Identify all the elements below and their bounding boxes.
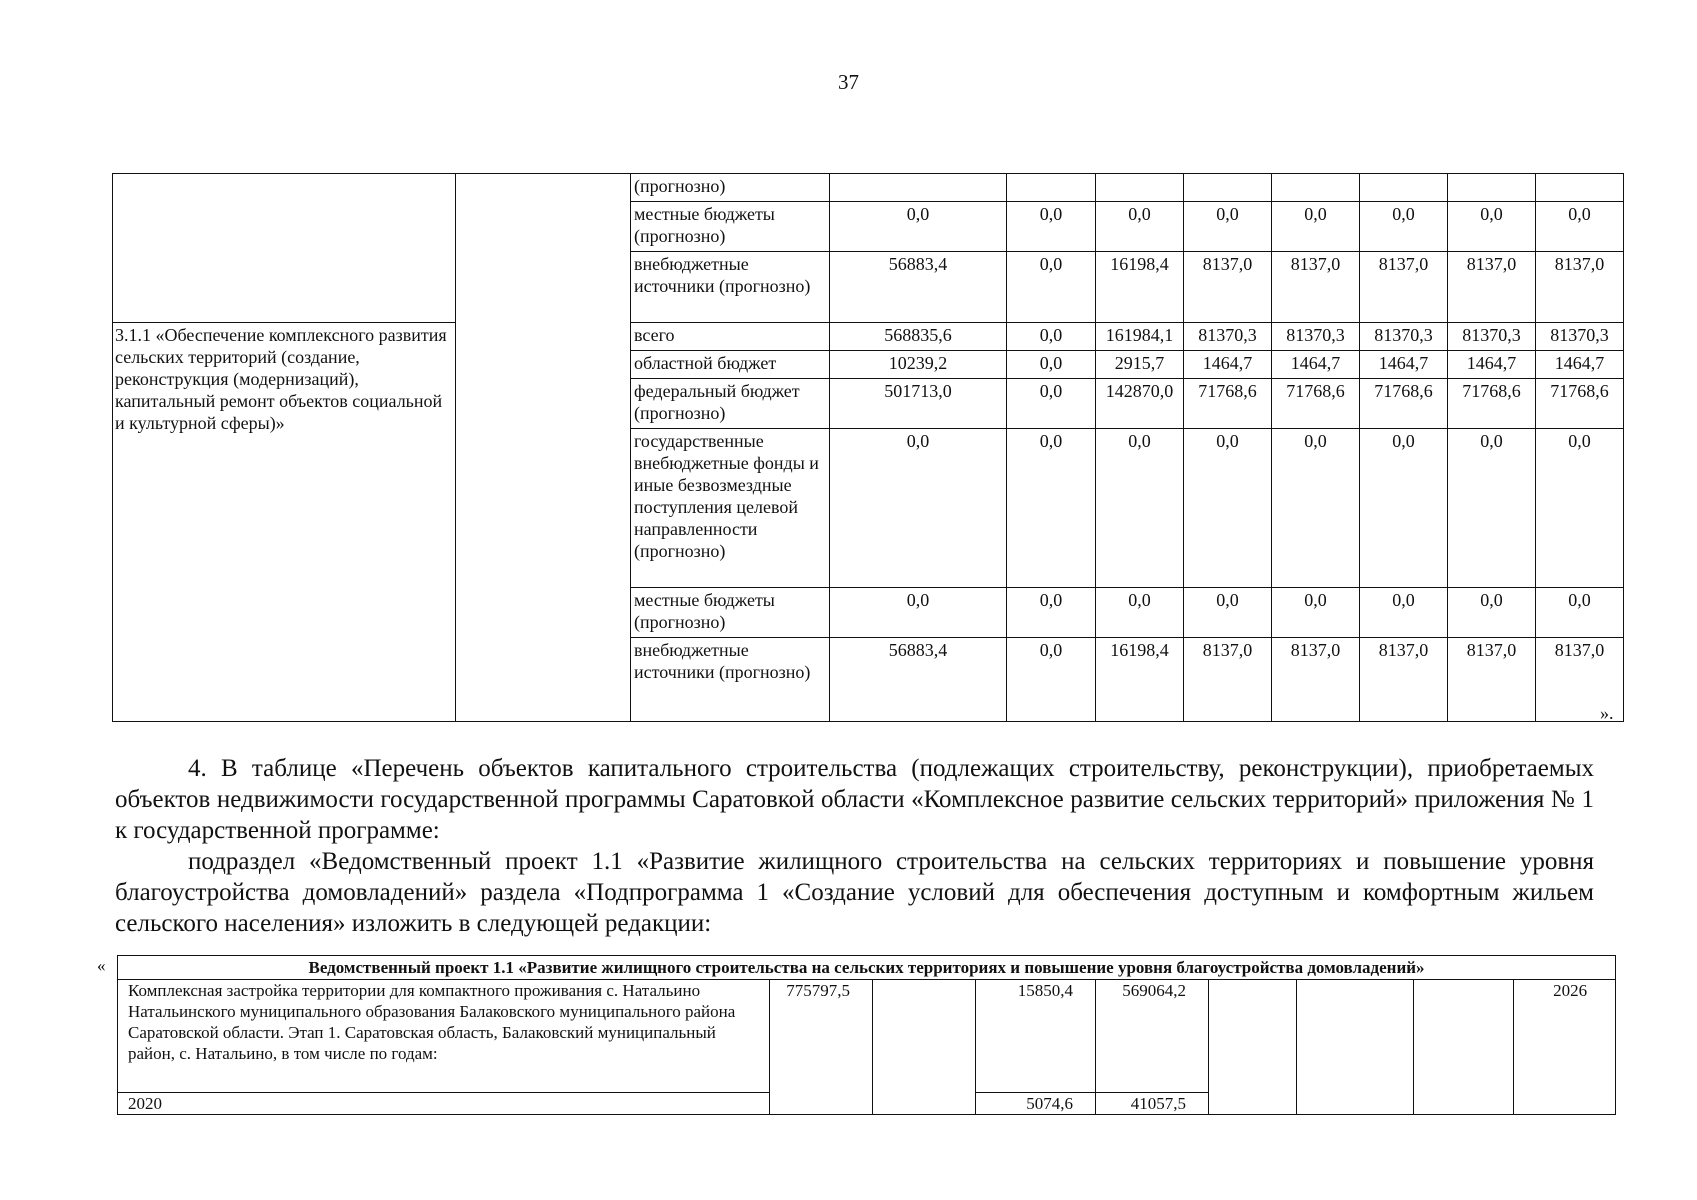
- source-label: государственные внебюджетные фонды и иные безвозмездные поступления целевой направленности (прогнозно): [631, 429, 830, 588]
- value-cell: 0,0: [1360, 588, 1448, 638]
- value-cell: 0,0: [1272, 202, 1360, 252]
- table-row: [118, 980, 1616, 1093]
- value-cell: 71768,6: [1448, 379, 1536, 429]
- value-cell: 0,0: [1007, 202, 1096, 252]
- value-cell: 0,0: [1096, 202, 1184, 252]
- value-cell: 0,0: [1448, 429, 1536, 588]
- value-cell: 0,0: [1007, 588, 1096, 638]
- source-label: внебюджетные источники (прогнозно): [631, 638, 830, 722]
- value-cell: 1464,7: [1448, 351, 1536, 379]
- value-cell: 0,0: [1448, 588, 1536, 638]
- value-cell: 71768,6: [1184, 379, 1272, 429]
- object-name: Комплексная застройка территории для компактного проживания с. Натальино Натальинского муниципального образования Балаковского муниципального района Саратовской области. Этап 1. Саратовская область, Балаковский муниципальный район, с. Натальино, в том числе по годам:: [118, 980, 770, 1093]
- value-cell: 8137,0: [1272, 638, 1360, 722]
- value-cell: 0,0: [830, 202, 1007, 252]
- value-cell: 56883,4: [830, 638, 1007, 722]
- value-cell: 0,0: [1007, 323, 1096, 351]
- value-cell: 0,0: [1184, 429, 1272, 588]
- object-cell: 15850,4: [976, 980, 1096, 1093]
- value-cell: 71768,6: [1536, 379, 1624, 429]
- value-cell: 81370,3: [1536, 323, 1624, 351]
- value-cell: 1464,7: [1360, 351, 1448, 379]
- year-cell: 41057,5: [1096, 1093, 1209, 1115]
- value-cell: 0,0: [1007, 379, 1096, 429]
- value-cell: 8137,0: [1360, 252, 1448, 323]
- executor-cell-empty: [456, 174, 631, 722]
- value-cell: 71768,6: [1272, 379, 1360, 429]
- source-label: (прогнозно): [631, 174, 830, 202]
- value-cell: 81370,3: [1272, 323, 1360, 351]
- value-cell: 0,0: [1360, 429, 1448, 588]
- value-cell: [1184, 174, 1272, 202]
- object-cell: [1209, 980, 1297, 1115]
- year-cell: 5074,6: [976, 1093, 1096, 1115]
- source-label: местные бюджеты (прогнозно): [631, 588, 830, 638]
- value-cell: 0,0: [1007, 351, 1096, 379]
- value-cell: 16198,4: [1096, 638, 1184, 722]
- object-cell: [1297, 980, 1414, 1115]
- paragraph-subsection: подраздел «Ведомственный проект 1.1 «Развитие жилищного строительства на сельских территориях и повышение уровня благоустройства домовладений» раздела «Подпрограмма 1 «Создание условий для обеспечения доступным и комфортным жильем сельского населения» изложить в следующей редакции:: [115, 848, 1594, 937]
- table-row: [113, 323, 1624, 351]
- value-cell: 8137,0: [1184, 638, 1272, 722]
- funding-table: [112, 173, 1624, 722]
- value-cell: 71768,6: [1360, 379, 1448, 429]
- closing-quote: ».: [1600, 703, 1614, 723]
- year-label: 2020: [118, 1093, 770, 1115]
- value-cell: 81370,3: [1360, 323, 1448, 351]
- value-cell: 56883,4: [830, 252, 1007, 323]
- value-cell: [1007, 174, 1096, 202]
- value-cell: 0,0: [1096, 588, 1184, 638]
- value-cell: 501713,0: [830, 379, 1007, 429]
- value-cell: 2915,7: [1096, 351, 1184, 379]
- value-cell: 0,0: [1536, 588, 1624, 638]
- value-cell: 568835,6: [830, 323, 1007, 351]
- value-cell: 0,0: [1184, 588, 1272, 638]
- value-cell: 142870,0: [1096, 379, 1184, 429]
- value-cell: [1096, 174, 1184, 202]
- value-cell: 1464,7: [1184, 351, 1272, 379]
- value-cell: 8137,0: [1536, 638, 1624, 722]
- value-cell: 8137,0: [1448, 638, 1536, 722]
- value-cell: 8137,0: [1184, 252, 1272, 323]
- object-total: 775797,5: [770, 980, 873, 1115]
- value-cell: [1448, 174, 1536, 202]
- value-cell: 1464,7: [1272, 351, 1360, 379]
- value-cell: 16198,4: [1096, 252, 1184, 323]
- value-cell: 0,0: [1448, 202, 1536, 252]
- value-cell: 81370,3: [1448, 323, 1536, 351]
- value-cell: 81370,3: [1184, 323, 1272, 351]
- paragraph-item-4: 4. В таблице «Перечень объектов капитального строительства (подлежащих строительству, реконструкции), приобретаемых объектов недвижимости государственной программы Саратовкой области «Комплексное развитие сельских территорий» приложения № 1 к государственной программе:: [115, 755, 1594, 844]
- value-cell: 0,0: [1007, 429, 1096, 588]
- object-cell: [873, 980, 976, 1115]
- opening-quote: «: [97, 956, 106, 975]
- value-cell: 0,0: [1184, 202, 1272, 252]
- table-row: [113, 174, 1624, 202]
- value-cell: 1464,7: [1536, 351, 1624, 379]
- value-cell: 0,0: [830, 588, 1007, 638]
- object-cell: [1414, 980, 1514, 1115]
- table-header-row: [118, 956, 1616, 980]
- object-cell: 569064,2: [1096, 980, 1209, 1093]
- value-cell: [1272, 174, 1360, 202]
- source-label: областной бюджет: [631, 351, 830, 379]
- event-cell-empty: [113, 174, 456, 323]
- value-cell: 0,0: [1096, 429, 1184, 588]
- value-cell: 10239,2: [830, 351, 1007, 379]
- value-cell: 0,0: [1272, 588, 1360, 638]
- event-name: 3.1.1 «Обеспечение комплексного развития сельских территорий (создание, реконструкция (модернизаций), капитальный ремонт объектов социальной и культурной сферы)»: [113, 323, 456, 722]
- value-cell: 0,0: [1007, 252, 1096, 323]
- source-label: всего: [631, 323, 830, 351]
- value-cell: [830, 174, 1007, 202]
- value-cell: 0,0: [830, 429, 1007, 588]
- value-cell: 0,0: [1007, 638, 1096, 722]
- source-label: федеральный бюджет (прогнозно): [631, 379, 830, 429]
- source-label: местные бюджеты (прогнозно): [631, 202, 830, 252]
- value-cell: 161984,1: [1096, 323, 1184, 351]
- capital-objects-table: [117, 955, 1616, 1115]
- value-cell: 0,0: [1360, 202, 1448, 252]
- value-cell: 8137,0: [1448, 252, 1536, 323]
- value-cell: 8137,0: [1360, 638, 1448, 722]
- object-year: 2026: [1514, 980, 1616, 1115]
- value-cell: 8137,0: [1536, 252, 1624, 323]
- page-number: 37: [838, 70, 859, 94]
- source-label: внебюджетные источники (прогнозно): [631, 252, 830, 323]
- value-cell: 0,0: [1272, 429, 1360, 588]
- value-cell: 8137,0: [1272, 252, 1360, 323]
- value-cell: [1360, 174, 1448, 202]
- value-cell: [1536, 174, 1624, 202]
- value-cell: 0,0: [1536, 202, 1624, 252]
- value-cell: 0,0: [1536, 429, 1624, 588]
- project-header: Ведомственный проект 1.1 «Развитие жилищного строительства на сельских территориях и повышение уровня благоустройства домовладений»: [118, 956, 1616, 980]
